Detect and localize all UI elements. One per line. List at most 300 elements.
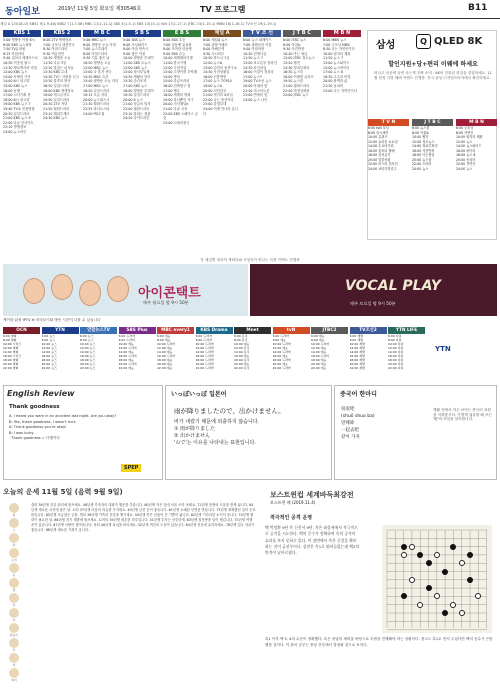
program-row[interactable]: 6:00 생방송 오늘 아침 bbox=[83, 42, 116, 47]
program-row[interactable]: 20:00 8 뉴스 bbox=[123, 97, 144, 102]
program-row[interactable]: 19:40 TV쇼 진품명품 bbox=[3, 106, 35, 111]
program-row[interactable]: 6:00 EBS 초등 bbox=[163, 38, 186, 42]
program-row[interactable]: 10:00 예능 bbox=[234, 342, 250, 346]
program-row[interactable]: 14:00 뉴스와이드 bbox=[456, 144, 482, 148]
program-row[interactable]: 18:00 세계의 명화 bbox=[163, 93, 191, 98]
channel-header[interactable]: JTBC2 bbox=[311, 327, 348, 334]
program-row[interactable]: 18:00 재방 bbox=[349, 358, 365, 362]
program-row[interactable]: 6:00 뉴스룸 bbox=[412, 126, 430, 130]
program-row[interactable]: 20:00 뉴스 bbox=[41, 362, 57, 366]
program-row[interactable]: 23:10 해피투게더 bbox=[43, 111, 70, 116]
program-row[interactable]: 13:30 KBS 무대 bbox=[43, 70, 68, 75]
program-row[interactable]: 11:00 한국기행 bbox=[163, 60, 187, 65]
program-row[interactable]: 18:00 예능 bbox=[118, 358, 134, 362]
program-row[interactable]: 24:00 뉴스라인 bbox=[3, 129, 27, 134]
program-row[interactable]: 12:00 MBC 뉴스 bbox=[83, 65, 109, 70]
program-row[interactable]: 15:00 뉴스파이터 bbox=[323, 65, 350, 70]
program-row[interactable]: 15:30 불후의 명곡 bbox=[43, 79, 71, 84]
channel-header[interactable]: Mnet bbox=[234, 327, 271, 334]
program-row[interactable]: 6:00 드라마 bbox=[272, 334, 289, 338]
banner-left[interactable] bbox=[3, 264, 248, 316]
program-row[interactable]: 6:00 MBN 뉴스 bbox=[323, 38, 347, 42]
program-row[interactable]: 12:00 정오뉴스 bbox=[412, 139, 435, 144]
program-row[interactable]: 6:00 뉴스 bbox=[41, 334, 55, 338]
channel-header[interactable]: E B S bbox=[163, 30, 201, 37]
program-row[interactable]: 14:00 6시 내고향 bbox=[3, 79, 30, 84]
program-row[interactable]: 15:00 KBS 뉴스 bbox=[3, 83, 28, 88]
program-row[interactable]: 12:00 뮤직 bbox=[234, 346, 250, 350]
channel-header[interactable]: YTN LIFE bbox=[388, 327, 425, 334]
program-row[interactable]: 8:00 모여라 딩동댕 bbox=[163, 47, 192, 52]
program-row[interactable]: 6:00 예능 bbox=[311, 334, 325, 338]
program-row[interactable]: 10:00 다큐 bbox=[388, 342, 404, 346]
program-row[interactable]: 9:00 아침마당 bbox=[243, 47, 265, 52]
program-row[interactable]: 5:00 MBC 뉴스 bbox=[83, 38, 107, 42]
program-row[interactable]: 20:00 다큐 bbox=[388, 362, 404, 366]
program-row[interactable]: 13:00 나 혼자 산다 bbox=[83, 70, 112, 75]
channel-header[interactable]: 채널 A bbox=[203, 30, 241, 37]
program-row[interactable]: 8:00 뉴스 bbox=[41, 338, 55, 342]
program-row[interactable]: 24:00 JTBC 뉴스 bbox=[283, 93, 309, 98]
program-row[interactable]: 13:00 사랑의 가족 bbox=[3, 74, 31, 79]
program-row[interactable]: 14:30 사건상황실 bbox=[203, 70, 230, 75]
program-row[interactable]: 16:50 일일드라마 bbox=[43, 83, 70, 88]
program-row[interactable]: 22:55 라디오스타 bbox=[83, 106, 110, 111]
program-row[interactable]: 11:00 SBS 오뉴스 bbox=[123, 60, 151, 65]
program-row[interactable]: 20:00 예능 bbox=[311, 362, 327, 366]
program-row[interactable]: 22:00 월화드라마 bbox=[123, 106, 150, 111]
program-row[interactable]: 18:00 뉴스 bbox=[41, 358, 57, 362]
program-row[interactable]: 10:00 생방송 투데이 bbox=[123, 56, 154, 61]
channel-header[interactable]: M B N bbox=[456, 119, 497, 126]
program-row[interactable]: 8:00 드라마 bbox=[195, 338, 212, 342]
program-row[interactable]: 16:00 뉴스 bbox=[80, 354, 96, 358]
program-row[interactable]: 17:00 MBC 뉴스 bbox=[83, 83, 109, 88]
program-row[interactable]: 23:00 강철부대 bbox=[203, 102, 227, 107]
program-row[interactable]: 6:00 2TV 생생정보 bbox=[43, 38, 72, 42]
program-row[interactable]: 20:00 서민갑부 bbox=[203, 88, 227, 93]
program-row[interactable]: 18:00 신서유기 bbox=[368, 153, 391, 157]
program-row[interactable]: 18:00 예능 bbox=[311, 358, 327, 362]
program-row[interactable]: 21:30 동치미 bbox=[323, 83, 344, 88]
program-row[interactable]: 16:00 신통방통 bbox=[203, 74, 227, 79]
program-row[interactable]: 9:00 좋은 아침 bbox=[123, 51, 146, 56]
program-row[interactable]: 21:00 월화드라마 bbox=[283, 83, 310, 88]
program-row[interactable]: 8:00 예능 bbox=[272, 338, 286, 342]
channel-header[interactable]: TV조선2 bbox=[350, 327, 387, 334]
program-row[interactable]: 17:00 뉴스 8 bbox=[323, 70, 344, 75]
program-row[interactable]: 16:00 시리즈 bbox=[3, 354, 22, 358]
banner-right[interactable] bbox=[250, 264, 497, 316]
program-row[interactable]: 20:00 뉴스데스크 bbox=[83, 97, 110, 102]
program-row[interactable]: 20:00 예능 bbox=[234, 362, 250, 366]
program-row[interactable]: 6:00 예능 bbox=[157, 334, 171, 338]
program-row[interactable]: 18:00 생방송 투데이 bbox=[123, 88, 154, 93]
program-row[interactable]: 18:00 다큐 bbox=[388, 358, 404, 362]
program-row[interactable]: 22:00 드라마 bbox=[412, 162, 432, 166]
program-row[interactable]: 14:00 재방 bbox=[349, 350, 365, 354]
program-row[interactable]: 8:30 아침드라마 bbox=[43, 47, 68, 52]
program-row[interactable]: 9:30 도시어부 bbox=[203, 51, 225, 56]
program-row[interactable]: 19:00 TV조선 뉴스 bbox=[243, 79, 272, 84]
channel-header[interactable]: J T B C bbox=[412, 119, 453, 126]
program-row[interactable]: 10:00 예능 bbox=[118, 342, 134, 346]
program-row[interactable]: 14:00 뮤직 bbox=[234, 350, 250, 354]
program-row[interactable]: 23:00 시네마천국 bbox=[163, 120, 190, 125]
program-row[interactable]: 16:00 드라마 bbox=[311, 354, 330, 358]
program-row[interactable]: 10:30 생방송 오늘 bbox=[43, 56, 71, 61]
program-row[interactable]: 22:00 나는 몸신이다 bbox=[203, 97, 234, 102]
program-row[interactable]: 10:00 시리즈 bbox=[3, 342, 22, 346]
program-row[interactable]: 14:00 드라마 bbox=[272, 350, 291, 354]
program-row[interactable]: 24:00 이제 만나러 갑니다 bbox=[203, 106, 238, 116]
program-row[interactable]: 12:00 놀라운 토요일 bbox=[368, 139, 398, 144]
program-row[interactable]: 24:30 KBS 뉴스 bbox=[43, 116, 68, 121]
program-row[interactable]: 22:00 다큐 인사이트 bbox=[3, 120, 34, 125]
channel-header[interactable]: YTN bbox=[42, 327, 79, 334]
program-row[interactable]: 7:00 굿모닝 대한민국 bbox=[43, 42, 75, 47]
program-row[interactable]: 11:30 생로병사의 비밀 bbox=[3, 65, 37, 70]
program-row[interactable]: 20:00 동치미 bbox=[456, 157, 476, 162]
program-row[interactable]: 22:00 드라마 bbox=[195, 366, 214, 370]
program-row[interactable]: 12:00 KBS 뉴스 bbox=[3, 70, 28, 75]
program-row[interactable]: 12:00 JTBC 정오뉴스 bbox=[283, 56, 315, 61]
program-row[interactable]: 22:00 예능 bbox=[157, 366, 173, 370]
program-row[interactable]: 11:50 뉴스 7 bbox=[243, 56, 264, 61]
program-row[interactable]: 16:00 파이터 bbox=[456, 148, 476, 153]
program-row[interactable]: 17:00 뉴스 TOP10 bbox=[203, 79, 232, 84]
program-row[interactable]: 6:00 모닝와이드 bbox=[123, 42, 148, 47]
program-row[interactable]: 8:00 드라마 bbox=[118, 338, 135, 342]
program-row[interactable]: 17:00 시사기획 창 bbox=[3, 93, 31, 98]
program-row[interactable]: 11:50 뉴스 7 bbox=[323, 56, 344, 61]
program-row[interactable]: 16:00 사건반장 bbox=[412, 148, 435, 153]
program-row[interactable]: 10:30 이웃집 찰스 bbox=[3, 60, 31, 65]
program-row[interactable]: 21:30 월화드라마 bbox=[83, 102, 110, 107]
program-row[interactable]: 23:00 나는 자연인이다 bbox=[323, 88, 357, 93]
program-row[interactable]: 6:00 JTBC 뉴스 bbox=[283, 38, 307, 42]
program-row[interactable]: 14:30 MBC 특선 bbox=[83, 74, 109, 79]
program-row[interactable]: 12:00 뉴스A bbox=[203, 60, 223, 65]
program-row[interactable]: 16:00 꽃보다 할배 bbox=[368, 148, 395, 153]
program-row[interactable]: 16:30 뉴스룸 bbox=[283, 70, 304, 75]
program-row[interactable]: 14:00 예능 bbox=[311, 350, 327, 354]
program-row[interactable]: 14:00 예능 bbox=[157, 350, 173, 354]
program-row[interactable]: 15:30 순간포착 bbox=[123, 79, 147, 84]
program-row[interactable]: 20:00 뉴스 bbox=[80, 362, 96, 366]
program-row[interactable]: 22:00 영화 bbox=[3, 366, 19, 370]
program-row[interactable]: 8:00 뮤직 bbox=[234, 338, 248, 342]
program-row[interactable]: 22:00 뉴스 bbox=[80, 366, 96, 370]
program-row[interactable]: 20:00 예능 bbox=[157, 362, 173, 366]
program-row[interactable]: 10:00 드라마 bbox=[195, 342, 214, 346]
channel-header[interactable]: KBS 2 bbox=[43, 30, 81, 37]
program-row[interactable]: 10:00 드라마 bbox=[157, 342, 176, 346]
program-row[interactable]: 19:00 개그콘서트 bbox=[43, 93, 70, 98]
channel-header[interactable]: S B S bbox=[123, 30, 161, 37]
program-row[interactable]: 16:00 예능 bbox=[272, 354, 288, 358]
program-row[interactable]: 14:30 사건파일 bbox=[243, 65, 267, 70]
program-row[interactable]: 8:00 아침드라마 bbox=[83, 51, 108, 56]
program-row[interactable]: 6:00 영화 bbox=[3, 334, 17, 338]
program-row[interactable]: 8:00 아침 연속극 bbox=[123, 47, 149, 52]
program-row[interactable]: 7:00 관찰카메라 bbox=[203, 42, 228, 47]
program-row[interactable]: 24:00 뉴스 나인 bbox=[243, 97, 268, 102]
program-row[interactable]: 20:00 지식채널e bbox=[163, 102, 189, 107]
program-row[interactable]: 6:00 채널A 뉴스 bbox=[203, 38, 228, 42]
program-row[interactable]: 10:50 하트시그널 bbox=[203, 56, 230, 61]
channel-header[interactable]: 연합뉴스TV bbox=[80, 327, 117, 334]
program-row[interactable]: 13:00 김진의 돌직구쇼 bbox=[203, 65, 237, 70]
program-row[interactable]: 22:00 뮤직 bbox=[234, 366, 250, 370]
program-row[interactable]: 12:00 뉴스 bbox=[80, 346, 96, 350]
program-row[interactable]: 24:00 PD수첩 bbox=[83, 111, 105, 116]
program-row[interactable]: 13:00 뉴스와이드 bbox=[323, 60, 350, 65]
program-row[interactable]: 16:00 예능 bbox=[234, 354, 250, 358]
program-row[interactable]: 10:40 아는 형님 bbox=[283, 51, 308, 56]
program-row[interactable]: 22:00 재방 bbox=[349, 366, 365, 370]
program-row[interactable]: 14:30 정치부회의 bbox=[283, 65, 310, 70]
program-row[interactable]: 16:00 다큐 bbox=[388, 354, 404, 358]
program-row[interactable]: 14:00 영화 bbox=[3, 350, 19, 354]
program-row[interactable]: 17:00 펭수 bbox=[163, 88, 180, 93]
program-row[interactable]: 20:00 완벽한 삶 bbox=[323, 79, 348, 84]
program-row[interactable]: 8:25 아침마당 bbox=[3, 51, 25, 56]
program-row[interactable]: 12:00 영화 bbox=[3, 346, 19, 350]
program-row[interactable]: 18:00 뉴스 8 bbox=[456, 153, 476, 157]
program-row[interactable]: 6:00 tvN 모닝 bbox=[368, 126, 389, 130]
program-row[interactable]: 15:40 생방송 오늘 저녁 bbox=[83, 79, 118, 84]
program-row[interactable]: 20:00 알쓸신잡 bbox=[368, 157, 391, 162]
program-row[interactable]: 11:30 다큐 3일 bbox=[43, 60, 67, 65]
program-row[interactable]: 23:10 생생정보 bbox=[3, 125, 27, 130]
channel-header[interactable]: T V 조 선 bbox=[243, 30, 281, 37]
program-row[interactable]: 6:00 재방 bbox=[349, 334, 363, 338]
channel-header[interactable]: T V N bbox=[368, 119, 409, 126]
channel-header[interactable]: KBS 1 bbox=[3, 30, 41, 37]
program-row[interactable]: 14:00 수요미식회 bbox=[368, 144, 394, 148]
channel-header[interactable]: KBS Drama bbox=[196, 327, 233, 334]
program-row[interactable]: 9:00 EBS 수능 bbox=[163, 51, 186, 56]
program-row[interactable]: 20:00 예능 bbox=[272, 362, 288, 366]
channel-header[interactable]: tvN bbox=[273, 327, 310, 334]
program-row[interactable]: 13:20 썰전 bbox=[283, 60, 300, 65]
program-row[interactable]: 17:00 뉴스7 bbox=[243, 74, 263, 79]
program-row[interactable]: 14:30 TV는 사랑을 싣고 bbox=[43, 74, 80, 79]
program-row[interactable]: 10:30 인생다큐 bbox=[243, 51, 267, 56]
program-row[interactable]: 14:00 다큐 bbox=[388, 350, 404, 354]
program-row[interactable]: 18:20 일일드라마 bbox=[83, 88, 110, 93]
program-row[interactable]: 8:00 아침& bbox=[412, 130, 429, 135]
program-row[interactable]: 20:00 영화 bbox=[3, 362, 19, 366]
program-row[interactable]: 7:00 광화문의 아침 bbox=[243, 42, 272, 47]
program-row[interactable]: 8:00 아빠본색 bbox=[203, 47, 225, 52]
program-row[interactable]: 20:00 드라마 bbox=[195, 362, 214, 366]
program-row[interactable]: 10:00 뉴스 bbox=[80, 342, 96, 346]
program-row[interactable]: 19:50 뉴스룸 bbox=[283, 79, 304, 84]
program-row[interactable]: 24:00 뉴스 bbox=[456, 166, 473, 171]
program-row[interactable]: 16:00 동행 bbox=[3, 88, 20, 93]
program-row[interactable]: 18:00 뉴스 bbox=[80, 358, 96, 362]
program-row[interactable]: 16:00 드라마 bbox=[195, 354, 214, 358]
program-row[interactable]: 6:00 드라마 bbox=[118, 334, 135, 338]
program-row[interactable]: 5:00 SBS 뉴스 bbox=[123, 38, 146, 42]
program-row[interactable]: 14:00 정치부회의 bbox=[412, 144, 438, 148]
program-row[interactable]: 22:00 자연인 bbox=[456, 162, 476, 166]
program-row[interactable]: 15:00 다큐프라임 bbox=[163, 79, 190, 84]
program-row[interactable]: 18:30 고수의 비법 bbox=[323, 74, 351, 79]
program-row[interactable]: 6:00 다큐 bbox=[388, 334, 402, 338]
program-row[interactable]: 8:00 영화 bbox=[3, 338, 17, 342]
program-row[interactable]: 18:00 영화 bbox=[3, 358, 19, 362]
program-row[interactable]: 18:00 드라마 bbox=[272, 358, 291, 362]
program-row[interactable]: 22:40 비정상회담 bbox=[283, 88, 310, 93]
program-row[interactable]: 12:00 드라마 bbox=[118, 346, 137, 350]
program-row[interactable]: 20:30 일일드라마 bbox=[3, 111, 30, 116]
program-row[interactable]: 16:00 재방 bbox=[349, 354, 365, 358]
program-row[interactable]: 8:00 예능 bbox=[157, 338, 171, 342]
program-row[interactable]: 10:00 재방 bbox=[349, 342, 365, 346]
program-row[interactable]: 19:50 일일드라마 bbox=[43, 97, 70, 102]
channel-header[interactable]: SBS Plus bbox=[119, 327, 156, 334]
program-row[interactable]: 19:00 KBS 뉴스 7 bbox=[3, 102, 31, 107]
program-row[interactable]: 17:00 SBS 뉴스 bbox=[123, 83, 148, 88]
program-row[interactable]: 22:00 EBS 스페이스 공감 bbox=[163, 111, 198, 121]
program-row[interactable]: 18:00 아는형님 bbox=[412, 153, 435, 157]
program-row[interactable]: 18:00 이태원 클라쓰 bbox=[283, 74, 314, 79]
program-row[interactable]: 10:00 세계테마기행 bbox=[163, 56, 193, 61]
channel-header[interactable]: OCN bbox=[3, 327, 40, 334]
program-row[interactable]: 6:00 뮤직 bbox=[234, 334, 248, 338]
program-row[interactable]: 6:00 KBS 뉴스광장 bbox=[3, 42, 32, 47]
program-row[interactable]: 6:00 드라마 bbox=[195, 334, 212, 338]
program-row[interactable]: 23:10 불타는 청춘 bbox=[123, 111, 151, 116]
program-row[interactable]: 10:00 드라마 bbox=[272, 342, 291, 346]
program-row[interactable]: 14:00 뉴스 bbox=[80, 350, 96, 354]
program-row[interactable]: 7:00 딩동댕 유치원 bbox=[163, 42, 192, 47]
program-row[interactable]: 12:00 예능 bbox=[157, 346, 173, 350]
program-row[interactable]: 16:00 건축탐구 집 bbox=[163, 83, 191, 88]
program-row[interactable]: 20:00 재방 bbox=[349, 362, 365, 366]
program-row[interactable]: 14:00 드라마 bbox=[195, 350, 214, 354]
program-row[interactable]: 8:00 뉴스 bbox=[80, 338, 94, 342]
program-row[interactable]: 10:00 썰전 bbox=[412, 135, 429, 139]
program-row[interactable]: 24:00 뉴스 bbox=[412, 166, 429, 171]
program-row[interactable]: 10:00 엄지의 제왕 bbox=[456, 135, 483, 139]
program-row[interactable]: 8:00 다큐 bbox=[388, 338, 402, 342]
program-row[interactable]: 22:00 미스터 션샤인 bbox=[368, 162, 398, 166]
program-row[interactable]: 12:00 예능 bbox=[272, 346, 288, 350]
channel-header[interactable]: M B N bbox=[323, 30, 361, 37]
program-row[interactable]: 18:00 KBS 생생정보 bbox=[43, 88, 74, 93]
channel-header[interactable]: MBC every1 bbox=[157, 327, 194, 334]
program-row[interactable]: 12:00 다큐 bbox=[388, 346, 404, 350]
program-row[interactable]: 12:00 극한직업 bbox=[163, 65, 187, 70]
program-row[interactable]: 19:15 오늘 저녁 bbox=[83, 93, 108, 98]
program-row[interactable]: 8:00 삼시세끼 bbox=[368, 130, 389, 135]
program-row[interactable]: 12:00 SBS 뉴스 bbox=[123, 65, 148, 70]
program-row[interactable]: 10:00 엄지의 제왕 bbox=[323, 51, 351, 56]
program-row[interactable]: 9:30 여유만만 bbox=[43, 51, 65, 56]
program-row[interactable]: 22:00 예능 bbox=[311, 366, 327, 370]
program-row[interactable]: 8:00 재방 bbox=[349, 338, 363, 342]
program-row[interactable]: 19:00 하나뿐인 지구 bbox=[163, 97, 194, 102]
program-row[interactable]: 22:00 뉴스 bbox=[41, 366, 57, 370]
program-row[interactable]: 9:30 기분 좋은 날 bbox=[83, 56, 110, 61]
channel-header[interactable]: J T B C bbox=[283, 30, 321, 37]
program-row[interactable]: 10:00 유퀴즈 bbox=[368, 135, 388, 139]
program-row[interactable]: 16:00 드라마 bbox=[157, 354, 176, 358]
program-row[interactable]: 21:50 월화드라마 bbox=[43, 106, 70, 111]
program-row[interactable]: 13:00 집사부일체 bbox=[123, 70, 150, 75]
program-row[interactable]: 12:00 예능 bbox=[311, 346, 327, 350]
program-row[interactable]: 14:00 명의 bbox=[163, 74, 180, 79]
program-row[interactable]: 18:00 예능 bbox=[157, 358, 173, 362]
program-row[interactable]: 19:00 뉴스A bbox=[203, 83, 223, 88]
program-row[interactable]: 9:40 걸어서 세계속으로 bbox=[3, 56, 38, 61]
program-row[interactable]: 20:30 2TV 저녁 bbox=[43, 102, 68, 107]
program-row[interactable]: 13:00 고양이를 부탁해 bbox=[163, 70, 197, 75]
program-row[interactable]: 22:00 다큐 bbox=[388, 366, 404, 370]
program-row[interactable]: 14:30 생활의 달인 bbox=[123, 74, 151, 79]
program-row[interactable]: 18:00 6시 내고향 bbox=[3, 97, 30, 102]
program-row[interactable]: 18:00 드라마 bbox=[195, 358, 214, 362]
program-row[interactable]: 16:00 뉴스 bbox=[41, 354, 57, 358]
program-row[interactable]: 20:00 아내의 맛 bbox=[243, 83, 268, 88]
program-row[interactable]: 6:00 뉴스 bbox=[80, 334, 94, 338]
program-row[interactable]: 24:00 코미디빅리그 bbox=[368, 166, 397, 171]
program-row[interactable]: 9:30 사건반장 bbox=[283, 47, 305, 52]
program-row[interactable]: 7:00 굿모닝 MBN bbox=[323, 42, 350, 47]
program-row[interactable]: 19:30 일일드라마 bbox=[123, 93, 150, 98]
program-row[interactable]: 12:00 뉴스 bbox=[456, 139, 473, 144]
program-row[interactable]: 10:00 드라마 bbox=[311, 342, 330, 346]
program-row[interactable]: 20:00 드라마 bbox=[118, 362, 137, 366]
program-row[interactable]: 16:00 이것이 정치다 bbox=[243, 70, 274, 75]
program-row[interactable]: 8:00 자연인 bbox=[456, 130, 474, 135]
program-row[interactable]: 21:00 정글의 법칙 bbox=[123, 102, 151, 107]
program-row[interactable]: 14:00 뉴스 bbox=[41, 350, 57, 354]
program-row[interactable]: 21:00 다큐 시선 bbox=[163, 106, 188, 111]
program-row[interactable]: 20:00 뉴스룸 bbox=[412, 157, 432, 162]
program-row[interactable]: 7:50 TV유치원 bbox=[3, 47, 26, 52]
program-row[interactable]: 22:00 예능 bbox=[118, 366, 134, 370]
program-row[interactable]: 12:00 뉴스 bbox=[41, 346, 57, 350]
program-row[interactable]: 10:50 생방송 오늘 bbox=[83, 60, 111, 65]
program-row[interactable]: 23:00 연애의 맛 bbox=[243, 93, 268, 98]
program-row[interactable]: 7:00 뉴스투데이 bbox=[83, 47, 108, 52]
program-row[interactable]: 12:30 맛있는 녀석들 bbox=[43, 65, 74, 70]
program-row[interactable]: 8:30 나는 자연인이다 bbox=[323, 47, 355, 52]
program-row[interactable]: 22:00 드라마 bbox=[272, 366, 291, 370]
program-row[interactable]: 5:00 생방송 아침 6시 bbox=[3, 38, 35, 42]
program-row[interactable]: 21:40 미스터트롯 bbox=[243, 88, 270, 93]
program-row[interactable]: 18:00 뮤직 bbox=[234, 358, 250, 362]
program-row[interactable]: 21:00 먹거리 X파일 bbox=[203, 93, 233, 98]
program-row[interactable]: 13:00 보도본부 핫라인 bbox=[243, 60, 277, 65]
program-row[interactable]: 21:00 KBS 뉴스 9 bbox=[3, 116, 31, 121]
program-row[interactable]: 12:00 재방 bbox=[349, 346, 365, 350]
program-row[interactable]: 24:20 나이트라인 bbox=[123, 116, 150, 121]
program-row[interactable]: 14:00 예능 bbox=[118, 350, 134, 354]
program-row[interactable]: 10:00 뉴스 bbox=[41, 342, 57, 346]
program-row[interactable]: 12:00 드라마 bbox=[195, 346, 214, 350]
program-row[interactable]: 6:00 뉴스 퍼레이드 bbox=[243, 38, 272, 42]
channel-header[interactable]: M B C bbox=[83, 30, 121, 37]
program-row[interactable]: 16:00 드라마 bbox=[118, 354, 137, 358]
program-row[interactable]: 6:00 굿모닝 bbox=[456, 126, 474, 130]
program-row[interactable]: 8:00 예능 bbox=[311, 338, 325, 342]
